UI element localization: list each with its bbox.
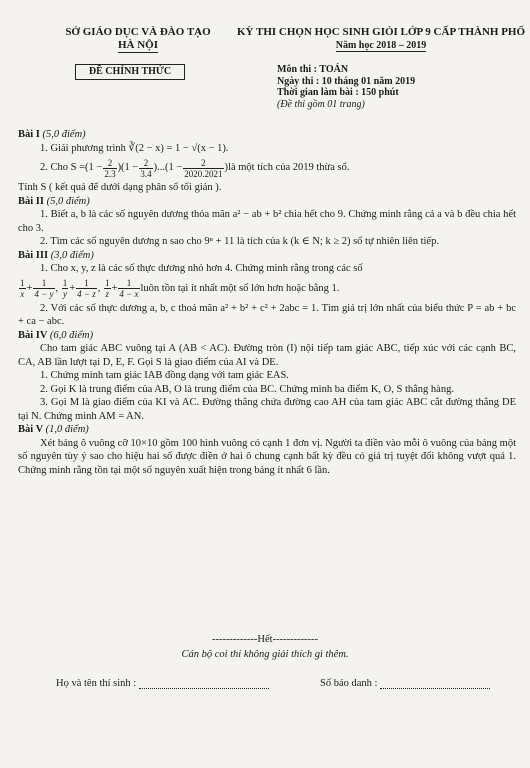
official-exam-badge: ĐỀ CHÍNH THỨC	[75, 64, 185, 80]
fraction: $\frac{1}{4 - z}$	[77, 278, 96, 299]
problem-3-2: 2. Với các số thực dương a, b, c thoả mãn a² + b² + c² + 2abc = 1. Tìm giá trị lớn nhất của biểu thức P = ab + bc + ca − abc.	[18, 302, 516, 327]
problem-2-1: 1. Biết a, b là các số nguyên dương thỏa mãn a² − ab + b² chia hết cho 9. Chứng minh rằng cả a và b đều chia hết cho 3.	[18, 209, 516, 234]
problem-1-2-tail: Tính S ( kết quả để dưới dạng phân số tối giản ).	[18, 182, 222, 193]
section-points: (5,0 điểm)	[42, 129, 86, 140]
fraction: $\frac{1}{x}$	[20, 278, 25, 299]
problem-1-2: 2. Cho S = (1 − $\frac{2}{2.3}$ )(1 − $\frac{2}{3.4}$ )...(1 − $\frac{2}{2020.2021}$ ) là một tích của 2019 thừa số.	[40, 157, 350, 179]
candidate-id-line	[320, 678, 490, 689]
problem-4-1: 1. Chứng minh tam giác IAB đồng dạng với tam giác EAS.	[40, 370, 289, 381]
subject-label: Môn thi :	[277, 64, 320, 75]
section-title: Bài III	[18, 249, 49, 261]
section-title: Bài IV	[18, 329, 48, 341]
pages-note: (Đề thi gồm 01 trang)	[277, 98, 365, 110]
section-points: (6,0 điểm)	[49, 329, 94, 341]
fraction: $\frac{2}{3.4}$	[140, 157, 152, 179]
subject-value: TOÁN	[319, 64, 349, 75]
candidate-name-line	[56, 678, 269, 689]
product-suffix: là một tích của 2019 thừa số.	[228, 162, 350, 174]
candidate-id-label: Số báo danh :	[320, 678, 378, 689]
section-points: (3,0 điểm)	[50, 249, 94, 261]
fraction: $\frac{2}{2020.2021}$	[184, 157, 223, 179]
fraction: $\frac{1}{z}$	[105, 278, 110, 299]
fraction: $\frac{1}{4 - y}$	[34, 278, 54, 299]
exam-content	[18, 128, 516, 477]
fraction: $\frac{1}{4 - x}$	[119, 278, 139, 299]
section-4-heading	[18, 329, 516, 343]
section-title: Bài II	[18, 195, 44, 207]
exam-header	[236, 26, 526, 52]
problem-5: Xét bảng ô vuông cỡ 10×10 gồm 100 hình vuông có cạnh 1 đơn vị. Người ta điền vào mỗi ô vuông của bảng một số nguyên tùy ý sao cho hiệu hai số được điền ở hai ô chung cạnh bất kỳ đều có giá trị tuyệt đối không vượt quá 1. Chứng minh rằng tồn tại một số nguyên xuất hiện trong bảng ít nhất 6 lần.	[18, 437, 516, 476]
section-title: Bài I	[18, 129, 40, 140]
candidate-id-field[interactable]	[380, 678, 490, 689]
exam-info	[277, 64, 415, 110]
section-2-heading	[18, 195, 516, 209]
exam-date: Ngày thi : 10 tháng 01 năm 2019	[277, 75, 416, 87]
time-value: 150 phút	[361, 87, 399, 98]
department-city: HÀ NỘI	[117, 39, 159, 51]
section-3-heading	[18, 249, 516, 263]
problem-1-1: 1. Giải phương trình ∛(2 − x) = 1 − √(x − 1).	[40, 142, 229, 154]
exam-title: KỲ THI CHỌN HỌC SINH GIỎI LỚP 9 CẤP THÀNH PHỐ	[236, 26, 526, 38]
school-year: Năm học 2018 – 2019	[335, 40, 427, 51]
candidate-name-field[interactable]	[139, 678, 269, 689]
problem-4-2: 2. Gọi K là trung điểm của AB, O là trung điểm của BC. Chứng minh ba điểm K, O, S thẳng hàng.	[40, 383, 454, 395]
section-5-heading	[18, 423, 516, 437]
proctor-note: Cán bộ coi thi không giải thích gì thêm.	[181, 649, 349, 660]
fraction: $\frac{1}{y}$	[62, 278, 68, 299]
section-points: (1,0 điểm)	[45, 424, 89, 435]
department-name: SỞ GIÁO DỤC VÀ ĐÀO TẠO	[65, 26, 211, 38]
end-mark: -------------Hết-------------	[211, 634, 319, 645]
section-1-heading	[18, 128, 516, 142]
problem-3-1-tail: luôn tồn tại ít nhất một số lớn hơn hoặc bằng 1.	[140, 282, 340, 294]
time-label: Thời gian làm bài :	[277, 87, 362, 98]
product-prefix: 2. Cho S =	[40, 162, 86, 174]
department-header	[38, 26, 238, 53]
problem-2-2: 2. Tìm các số nguyên dương n sao cho 9ⁿ + 11 là tích của k (k ∈ N; k ≥ 2) số tự nhiên liên tiếp.	[40, 236, 439, 247]
problem-3-1-fractions: $\frac{1}{x}$ + $\frac{1}{4 - y}$ , $\frac{1}{y}$ + $\frac{1}{4 - z}$ , $\frac{1}{z}$ + $\frac{1}{4 - x}$ luôn tồn tại ít nhất một số lớn hơn hoặc bằng 1.	[20, 278, 340, 299]
problem-4-3: 3. Gọi M là giao điểm của KI và AC. Đường thẳng chứa đường cao AH của tam giác ABC cắt đường thẳng DE tại N. Chứng minh AM = AN.	[18, 397, 516, 422]
problem-3-1-intro: 1. Cho x, y, z là các số thực dương nhỏ hơn 4. Chứng minh rằng trong các số	[40, 263, 363, 274]
candidate-name-label: Họ và tên thí sinh :	[56, 678, 137, 689]
problem-4-intro: Cho tam giác ABC vuông tại A (AB < AC). Đường tròn (I) nội tiếp tam giác ABC, tiếp xúc với các cạnh BC, CA, AB lần lượt tại D, E, F. Gọi S là giao điểm của AI và DE.	[18, 343, 516, 368]
section-title: Bài V	[18, 424, 43, 435]
section-points: (5,0 điểm)	[46, 195, 90, 207]
fraction: $\frac{2}{2.3}$	[104, 157, 116, 179]
